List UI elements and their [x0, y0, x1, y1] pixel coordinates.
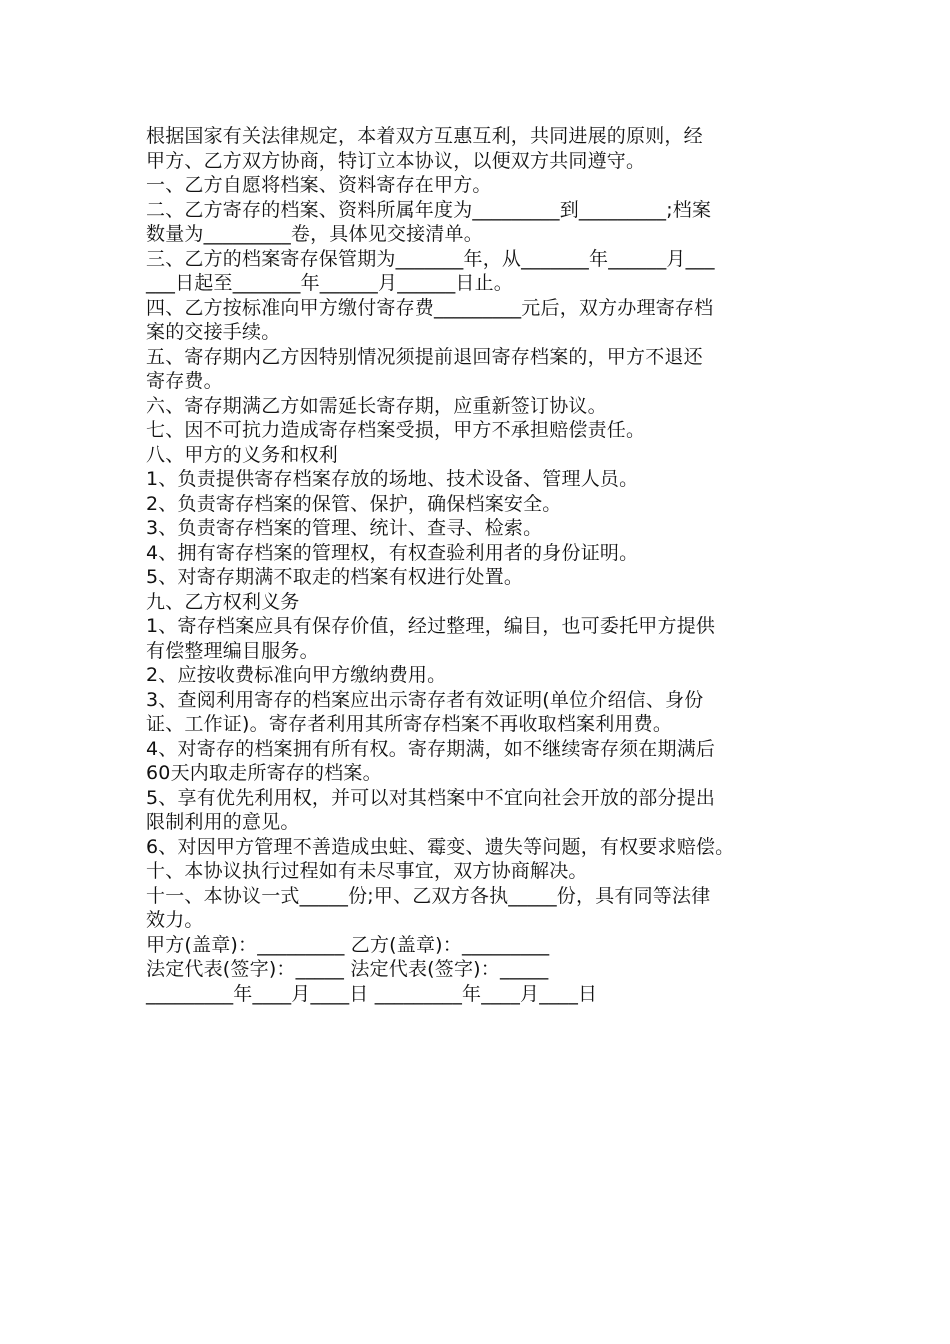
signature-line: 法定代表(签字)：_____ 法定代表(签字)：_____: [146, 958, 549, 980]
text-line: 60天内取走所寄存的档案。: [146, 762, 382, 784]
section-heading: 九、乙方权利义务: [146, 590, 300, 613]
text-line: 寄存费。: [146, 370, 223, 392]
signature-line: 甲方(盖章)：_________ 乙方(盖章)：_________: [146, 933, 550, 956]
text-line: 2、负责寄存档案的保管、保护，确保档案安全。: [146, 492, 562, 515]
text-line: 数量为_________卷，具体见交接清单。: [146, 223, 483, 245]
text-line: 一、乙方自愿将档案、资料寄存在甲方。: [146, 174, 492, 196]
text-line: 十一、本协议一式_____份;甲、乙双方各执_____份，具有同等法律: [146, 884, 711, 907]
text-line: 甲方、乙方双方协商，特订立本协议，以便双方共同遵守。: [146, 149, 646, 172]
text-line: ___日起至_______年______月______日止。: [146, 272, 514, 294]
section-heading: 八、甲方的义务和权利: [146, 443, 339, 466]
text-line: 证、工作证)。寄存者利用其所寄存档案不再收取档案利用费。: [146, 713, 673, 735]
agreement-body: [146, 124, 826, 1006]
date-line: _________年____月____日 _________年____月____日: [146, 982, 598, 1005]
text-line: 5、对寄存期满不取走的档案有权进行处置。: [146, 566, 524, 588]
text-line: 1、寄存档案应具有保存价值，经过整理，编目，也可委托甲方提供: [146, 615, 716, 637]
text-line: 效力。: [146, 909, 204, 931]
text-line: 3、查阅利用寄存的档案应出示寄存者有效证明(单位介绍信、身份: [146, 688, 704, 711]
text-line: 4、对寄存的档案拥有所有权。寄存期满，如不继续寄存须在期满后: [146, 737, 716, 760]
text-line: 根据国家有关法律规定，本着双方互惠互利，共同进展的原则，经: [146, 125, 703, 147]
text-line: 三、乙方的档案寄存保管期为_______年，从_______年______月___: [146, 247, 715, 270]
text-line: 5、享有优先利用权，并可以对其档案中不宜向社会开放的部分提出: [146, 786, 716, 809]
text-line: 六、寄存期满乙方如需延长寄存期，应重新签订协议。: [146, 394, 607, 417]
text-line: 4、拥有寄存档案的管理权，有权查验利用者的身份证明。: [146, 541, 639, 564]
text-line: 1、负责提供寄存档案存放的场地、技术设备、管理人员。: [146, 468, 639, 490]
text-line: 四、乙方按标准向甲方缴付寄存费_________元后，双方办理寄存档: [146, 296, 714, 319]
text-line: 二、乙方寄存的档案、资料所属年度为_________到_________;档案: [146, 198, 712, 221]
text-line: 案的交接手续。: [146, 321, 281, 343]
text-line: 十、本协议执行过程如有未尽事宜，双方协商解决。: [146, 860, 588, 882]
text-line: 2、应按收费标准向甲方缴纳费用。: [146, 664, 447, 686]
text-line: 6、对因甲方管理不善造成虫蛀、霉变、遗失等问题，有权要求赔偿。: [146, 835, 735, 858]
text-line: 七、因不可抗力造成寄存档案受损，甲方不承担赔偿责任。: [146, 419, 646, 441]
text-line: 有偿整理编目服务。: [146, 639, 319, 662]
text-line: 五、寄存期内乙方因特别情况须提前退回寄存档案的，甲方不退还: [146, 345, 703, 368]
text-line: 限制利用的意见。: [146, 811, 300, 833]
text-line: 3、负责寄存档案的管理、统计、查寻、检索。: [146, 517, 543, 539]
